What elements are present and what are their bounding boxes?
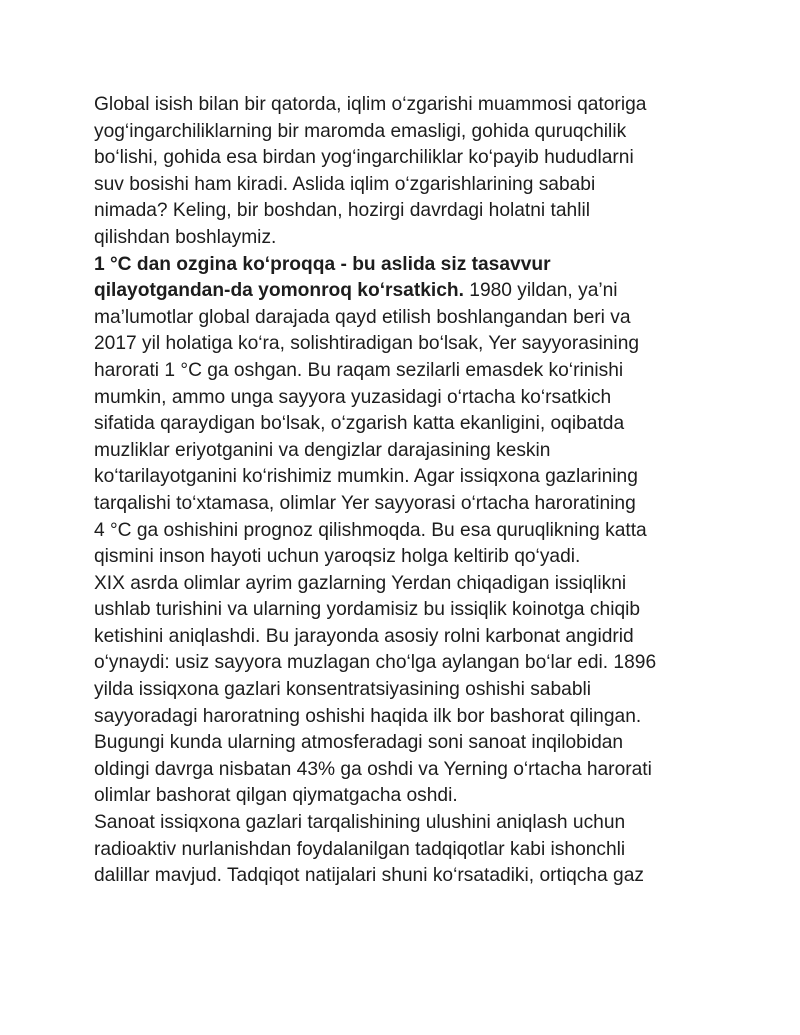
body-text (94, 92, 714, 890)
text-line (94, 411, 714, 438)
text-run: Bugungi kunda ularning atmosferadagi soni sanoat inqilobidan (94, 732, 624, 754)
text-run: ketishini aniqlashdi. Bu jarayonda asosiy rolni karbonat angidrid (94, 625, 634, 647)
text-line (94, 119, 714, 146)
text-run: o‘ynaydi: usiz sayyora muzlagan cho‘lga aylangan bo‘lar edi. 1896 (94, 652, 657, 674)
text-line (94, 704, 714, 731)
text-line (94, 491, 714, 518)
bold-text-run: 1 °C dan ozgina ko‘proqqa - bu aslida siz tasavvur (94, 253, 551, 275)
text-run: ko‘tarilayotganini ko‘rishimiz mumkin. Agar issiqxona gazlarining (94, 466, 638, 488)
text-line (94, 650, 714, 677)
text-line (94, 145, 714, 172)
text-run: dalillar mavjud. Tadqiqot natijalari shuni ko‘rsatadiki, ortiqcha gaz (94, 865, 644, 887)
text-line (94, 172, 714, 199)
text-run: qilishdan boshlaymiz. (94, 226, 277, 248)
text-line (94, 385, 714, 412)
text-run: Sanoat issiqxona gazlari tarqalishining ulushini aniqlash uchun (94, 812, 626, 834)
text-run: XIX asrda olimlar ayrim gazlarning Yerdan chiqadigan issiqlikni (94, 572, 627, 594)
text-line (94, 863, 714, 890)
text-line (94, 810, 714, 837)
text-line (94, 518, 714, 545)
text-line (94, 757, 714, 784)
text-line (94, 198, 714, 225)
text-run: sayyoradagi haroratning oshishi haqida ilk bor bashorat qilingan. (94, 705, 642, 727)
text-line (94, 358, 714, 385)
text-run: sifatida qaraydigan bo‘lsak, o‘zgarish katta ekanligini, oqibatda (94, 413, 625, 435)
text-line (94, 225, 714, 252)
text-line (94, 544, 714, 571)
text-run: ushlab turishini va ularning yordamisiz bu issiqlik koinotga chiqib (94, 599, 641, 621)
text-line (94, 783, 714, 810)
text-line (94, 464, 714, 491)
text-run: mumkin, ammo unga sayyora yuzasidagi o‘rtacha ko‘rsatkich (94, 386, 612, 408)
text-line (94, 305, 714, 332)
text-line (94, 624, 714, 651)
text-line (94, 730, 714, 757)
text-run: 4 °C ga oshishini prognoz qilishmoqda. Bu esa quruqlikning katta (94, 519, 647, 541)
text-line (94, 438, 714, 465)
text-run: yog‘ingarchiliklarning bir maromda emasligi, gohida quruqchilik (94, 120, 627, 142)
text-run: radioaktiv nurlanishdan foydalanilgan tadqiqotlar kabi ishonchli (94, 838, 626, 860)
text-run: 1980 yildan, ya’ni (463, 280, 618, 302)
text-run: tarqalishi to‘xtamasa, olimlar Yer sayyorasi o‘rtacha haroratining (94, 492, 636, 514)
text-run: 2017 yil holatiga ko‘ra, solishtiradigan bo‘lsak, Yer sayyorasining (94, 333, 640, 355)
text-run: suv bosishi ham kiradi. Aslida iqlim o‘zgarishlarining sababi (94, 173, 596, 195)
text-line (94, 677, 714, 704)
text-run: nimada? Keling, bir boshdan, hozirgi davrdagi holatni tahlil (94, 200, 590, 222)
text-run: bo‘lishi, gohida esa birdan yog‘ingarchiliklar ko‘payib hududlarni (94, 147, 634, 169)
text-line (94, 571, 714, 598)
text-run: oldingi davrga nisbatan 43% ga oshdi va Yerning o‘rtacha harorati (94, 758, 652, 780)
text-line (94, 597, 714, 624)
text-run: ma’lumotlar global darajada qayd etilish boshlangandan beri va (94, 306, 631, 328)
text-line (94, 837, 714, 864)
text-run: qismini inson hayoti uchun yaroqsiz holga keltirib qo‘yadi. (94, 546, 581, 568)
text-line (94, 252, 714, 279)
text-line (94, 278, 714, 305)
text-run: yilda issiqxona gazlari konsentratsiyasining oshishi sababli (94, 679, 592, 701)
text-run: muzliklar eriyotganini va dengizlar darajasining keskin (94, 439, 551, 461)
text-line (94, 92, 714, 119)
text-run: harorati 1 °C ga oshgan. Bu raqam sezilarli emasdek ko‘rinishi (94, 359, 624, 381)
text-line (94, 331, 714, 358)
bold-text-run: qilayotgandan-da yomonroq ko‘rsatkich. (94, 280, 464, 302)
text-run: olimlar bashorat qilgan qiymatgacha oshdi. (94, 785, 458, 807)
text-run: Global isish bilan bir qatorda, iqlim o‘zgarishi muammosi qatoriga (94, 94, 647, 115)
